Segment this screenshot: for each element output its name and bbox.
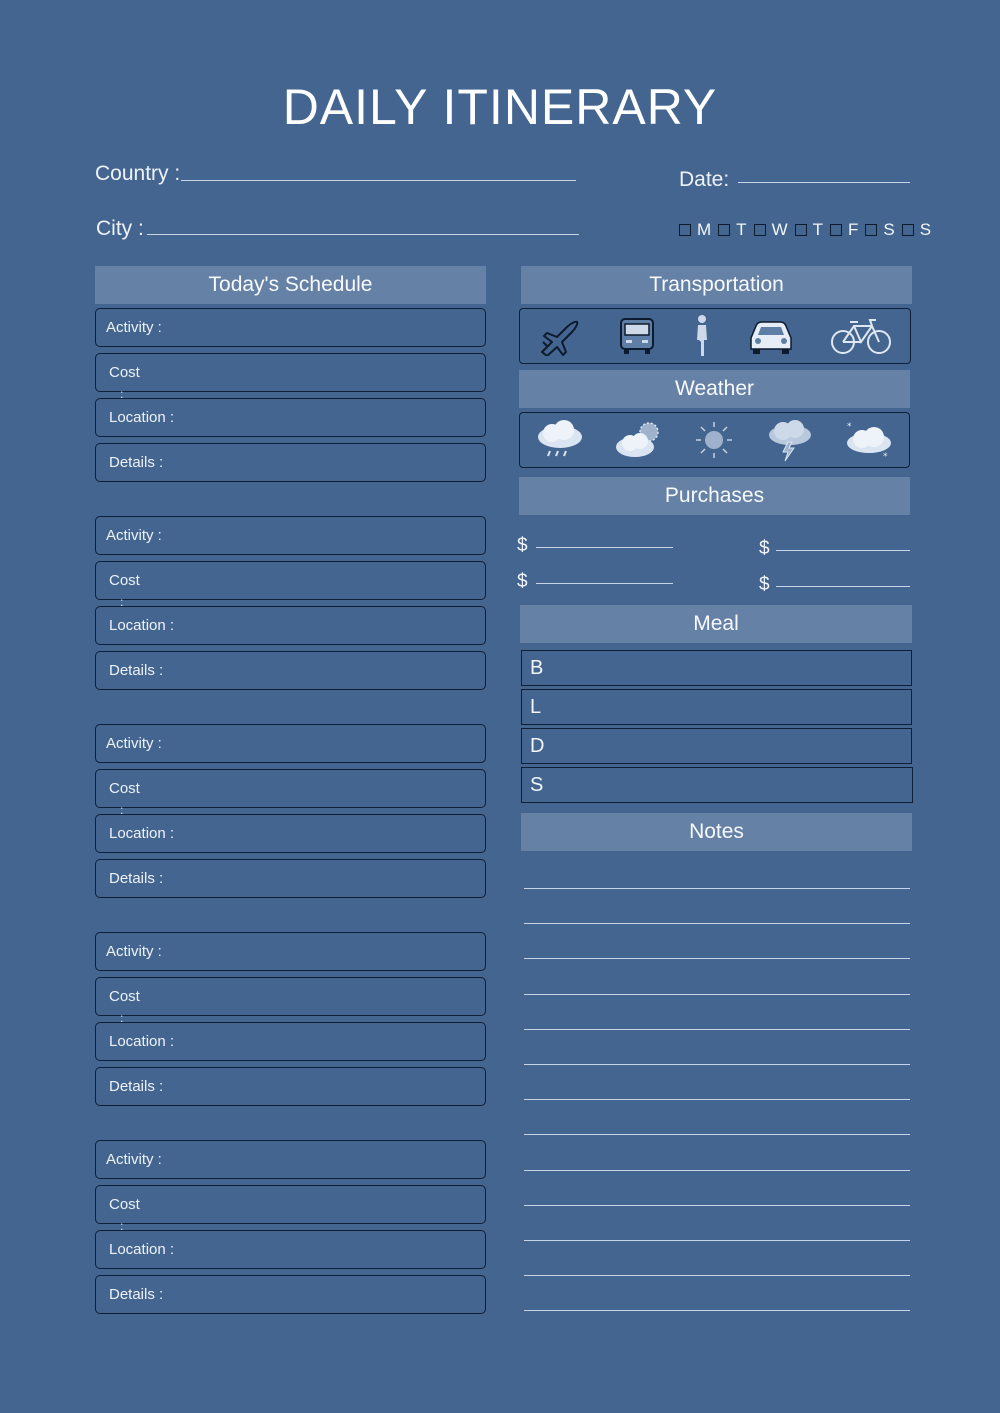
cost-label: Cost <box>109 1196 140 1213</box>
day-checkbox[interactable] <box>679 224 691 236</box>
activity-field[interactable] <box>95 1140 486 1179</box>
day-checkbox[interactable] <box>865 224 877 236</box>
location-field[interactable] <box>95 814 486 853</box>
transportation-header: Transportation <box>521 266 912 304</box>
details-field[interactable] <box>95 651 486 690</box>
day-checkbox[interactable] <box>830 224 842 236</box>
airplane-icon[interactable] <box>538 316 582 356</box>
cost-colon: : <box>120 803 124 817</box>
weather-header: Weather <box>519 370 910 408</box>
car-icon[interactable] <box>747 316 795 356</box>
cost-field[interactable] <box>95 1185 486 1224</box>
day-label: S <box>919 220 932 239</box>
date-field[interactable] <box>738 182 910 183</box>
meal-dinner-field[interactable]: D <box>521 728 912 764</box>
cost-field[interactable] <box>95 353 486 392</box>
cost-colon: : <box>120 1011 124 1025</box>
sun-icon[interactable] <box>692 419 736 461</box>
thunderstorm-icon[interactable] <box>764 418 816 462</box>
details-label: Details : <box>109 662 164 679</box>
cost-field[interactable] <box>95 769 486 808</box>
location-field[interactable] <box>95 398 486 437</box>
cost-colon: : <box>120 1219 124 1233</box>
activity-label: Activity : <box>106 735 162 752</box>
purchase-currency: $ <box>517 571 528 592</box>
city-field[interactable] <box>147 234 579 235</box>
location-label: Location : <box>109 617 175 634</box>
cost-field[interactable] <box>95 561 486 600</box>
purchases-header: Purchases <box>519 477 910 515</box>
day-label: F <box>848 220 859 239</box>
day-checkbox[interactable] <box>795 224 807 236</box>
day-checkbox[interactable] <box>718 224 730 236</box>
bus-icon[interactable] <box>617 316 657 356</box>
activity-field[interactable] <box>95 308 486 347</box>
notes-line[interactable] <box>524 1205 910 1206</box>
day-label: W <box>771 220 788 239</box>
notes-line[interactable] <box>524 1029 910 1030</box>
weather-options <box>519 412 910 468</box>
cost-label: Cost <box>109 780 140 797</box>
purchase-currency: $ <box>517 535 528 556</box>
location-label: Location : <box>109 409 175 426</box>
svg-text:*: * <box>847 422 852 432</box>
day-label: T <box>736 220 747 239</box>
purchase-field[interactable] <box>536 583 673 584</box>
purchase-currency: $ <box>759 574 770 595</box>
activity-label: Activity : <box>106 943 162 960</box>
notes-header: Notes <box>521 813 912 851</box>
location-field[interactable] <box>95 1230 486 1269</box>
activity-field[interactable] <box>95 516 486 555</box>
svg-text:*: * <box>883 452 888 461</box>
notes-line[interactable] <box>524 923 910 924</box>
notes-line[interactable] <box>524 1099 910 1100</box>
notes-line[interactable] <box>524 1134 910 1135</box>
meal-snack-field[interactable]: S <box>521 767 913 803</box>
page-title: DAILY ITINERARY <box>282 79 718 135</box>
notes-line[interactable] <box>524 1170 910 1171</box>
location-label: Location : <box>109 1033 175 1050</box>
meal-breakfast-field[interactable]: B <box>521 650 912 686</box>
meal-lunch-field[interactable]: L <box>521 689 912 725</box>
activity-label: Activity : <box>106 319 162 336</box>
partly-sunny-icon[interactable] <box>613 419 665 461</box>
location-field[interactable] <box>95 606 486 645</box>
day-label: M <box>697 220 712 239</box>
location-label: Location : <box>109 1241 175 1258</box>
date-label: Date: <box>679 168 730 191</box>
details-field[interactable] <box>95 859 486 898</box>
notes-line[interactable] <box>524 888 910 889</box>
walking-person-icon[interactable] <box>692 314 712 358</box>
schedule-header: Today's Schedule <box>95 266 486 304</box>
activity-label: Activity : <box>106 527 162 544</box>
purchase-currency: $ <box>759 538 770 559</box>
activity-field[interactable] <box>95 932 486 971</box>
notes-line[interactable] <box>524 994 910 995</box>
meal-header: Meal <box>520 605 912 643</box>
notes-line[interactable] <box>524 1310 910 1311</box>
rain-cloud-icon[interactable] <box>534 419 586 461</box>
day-checkbox[interactable] <box>902 224 914 236</box>
cost-label: Cost <box>109 572 140 589</box>
purchase-field[interactable] <box>776 586 910 587</box>
details-label: Details : <box>109 1286 164 1303</box>
country-field[interactable] <box>181 180 576 181</box>
cost-colon: : <box>120 595 124 609</box>
location-label: Location : <box>109 825 175 842</box>
day-label: T <box>812 220 823 239</box>
activity-field[interactable] <box>95 724 486 763</box>
activity-label: Activity : <box>106 1151 162 1168</box>
details-field[interactable] <box>95 1067 486 1106</box>
city-label: City : <box>96 217 144 240</box>
details-field[interactable] <box>95 443 486 482</box>
location-field[interactable] <box>95 1022 486 1061</box>
snow-cloud-icon[interactable] <box>843 419 895 461</box>
weekday-checkboxes <box>679 220 935 240</box>
cost-field[interactable] <box>95 977 486 1016</box>
country-label: Country : <box>95 162 181 185</box>
day-checkbox[interactable] <box>754 224 766 236</box>
notes-line[interactable] <box>524 1064 910 1065</box>
notes-line[interactable] <box>524 958 910 959</box>
day-label: S <box>883 220 895 239</box>
cost-colon: : <box>120 387 124 401</box>
details-label: Details : <box>109 454 164 471</box>
cost-label: Cost <box>109 364 140 381</box>
details-field[interactable] <box>95 1275 486 1314</box>
notes-line[interactable] <box>524 1275 910 1276</box>
bicycle-icon[interactable] <box>830 316 892 356</box>
purchase-field[interactable] <box>776 550 910 551</box>
details-label: Details : <box>109 1078 164 1095</box>
details-label: Details : <box>109 870 164 887</box>
transportation-options <box>519 308 911 364</box>
notes-line[interactable] <box>524 1240 910 1241</box>
cost-label: Cost <box>109 988 140 1005</box>
purchase-field[interactable] <box>536 547 673 548</box>
